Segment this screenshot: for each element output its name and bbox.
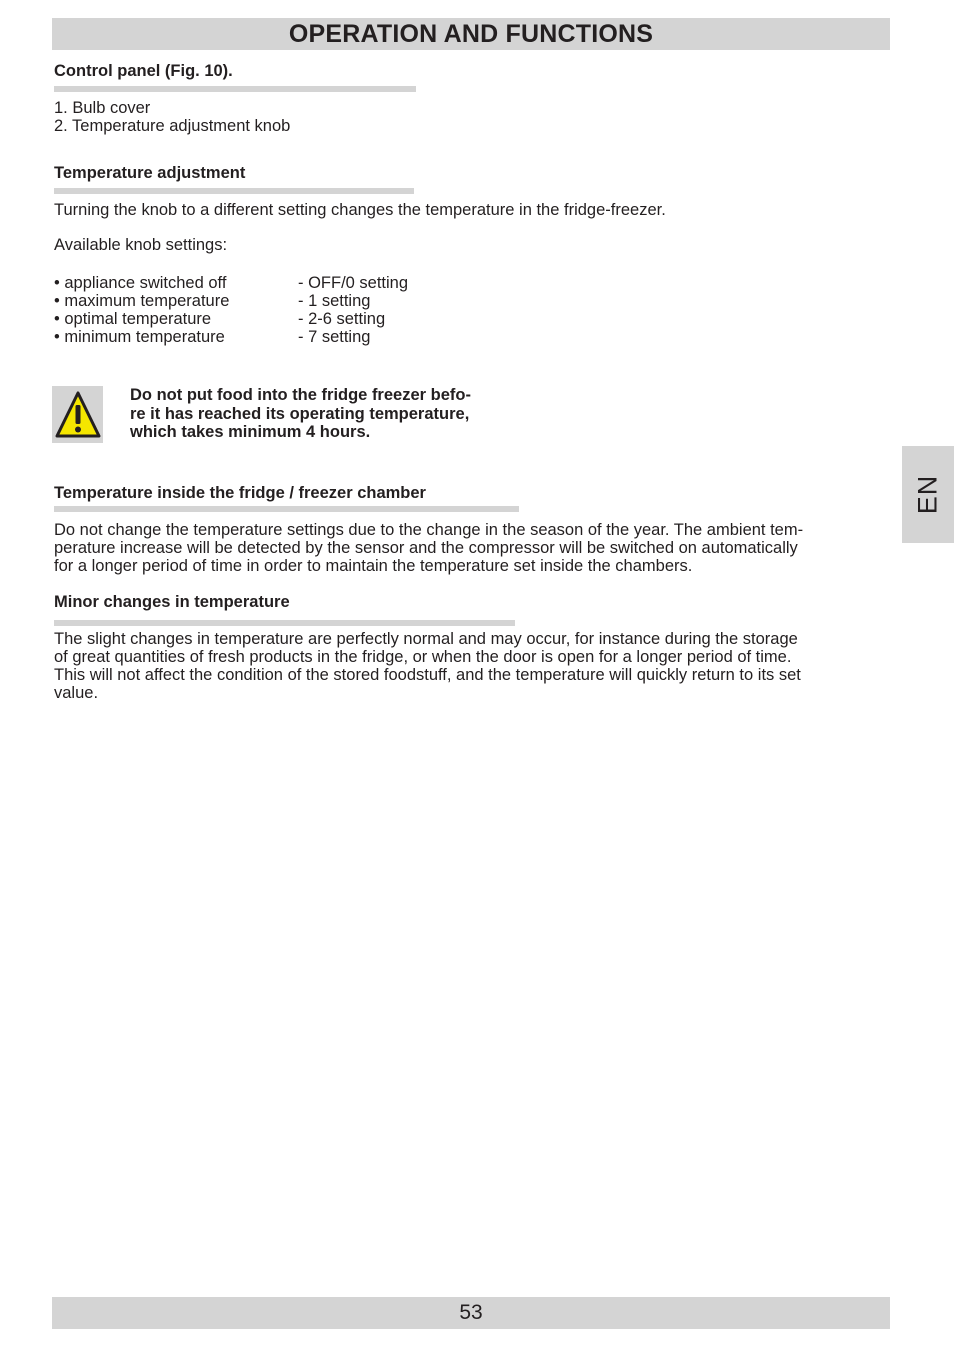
warning-text	[130, 386, 520, 442]
chamber-temperature-line: Do not change the temperature settings due to the change in the season of the year. The ambient tem-	[54, 521, 804, 539]
chamber-temperature-line: perature increase will be detected by the sensor and the compressor will be switched on automatically	[54, 539, 798, 557]
settings-row-label: • optimal temperature	[54, 310, 212, 328]
minor-changes-heading: Minor changes in temperature	[54, 593, 290, 611]
minor-changes-line: value.	[54, 684, 99, 702]
settings-label: Available knob settings:	[54, 236, 228, 254]
temperature-adjustment-intro: Turning the knob to a different setting changes the temperature in the fridge-freezer.	[54, 201, 666, 219]
warning-triangle-icon	[55, 390, 101, 440]
warning-line: which takes minimum 4 hours.	[130, 423, 371, 441]
temperature-adjustment-rule	[54, 188, 414, 194]
minor-changes-rule	[54, 620, 515, 626]
warning-line: re it has reached its operating temperature,	[130, 404, 470, 423]
settings-row-label: • maximum temperature	[54, 292, 230, 310]
settings-row-value: - 7 setting	[298, 328, 371, 346]
control-panel-item: 1. Bulb cover	[54, 99, 151, 117]
chamber-temperature-rule	[54, 506, 519, 512]
minor-changes-line: The slight changes in temperature are perfectly normal and may occur, for instance during the storage	[54, 630, 798, 648]
language-tab-label: EN	[912, 474, 943, 515]
title-bar	[52, 18, 890, 50]
temperature-adjustment-heading: Temperature adjustment	[54, 164, 246, 182]
control-panel-heading: Control panel (Fig. 10).	[54, 62, 233, 80]
warning-icon-box	[52, 386, 103, 443]
settings-row-value: - 1 setting	[298, 292, 371, 310]
footer-bar	[52, 1297, 890, 1329]
warning-line: Do not put food into the fridge freezer befo-	[130, 386, 471, 404]
language-tab	[902, 446, 954, 543]
minor-changes-line: of great quantities of fresh products in the fridge, or when the door is open for a longer period of time.	[54, 648, 792, 666]
control-panel-rule	[54, 86, 416, 92]
page-title: OPERATION AND FUNCTIONS	[288, 19, 654, 48]
chamber-temperature-line: for a longer period of time in order to maintain the temperature set inside the chambers.	[54, 557, 693, 575]
settings-row-label: • minimum temperature	[54, 328, 225, 346]
page-number: 53	[459, 1301, 483, 1324]
control-panel-item: 2. Temperature adjustment knob	[54, 117, 291, 135]
settings-row-value: - 2-6 setting	[298, 310, 386, 328]
chamber-temperature-heading: Temperature inside the fridge / freezer chamber	[54, 484, 426, 502]
settings-row-value: - OFF/0 setting	[298, 274, 409, 292]
settings-row-label: • appliance switched off	[54, 274, 227, 292]
minor-changes-line: This will not affect the condition of the stored foodstuff, and the temperature will quickly return to its set	[54, 666, 801, 684]
